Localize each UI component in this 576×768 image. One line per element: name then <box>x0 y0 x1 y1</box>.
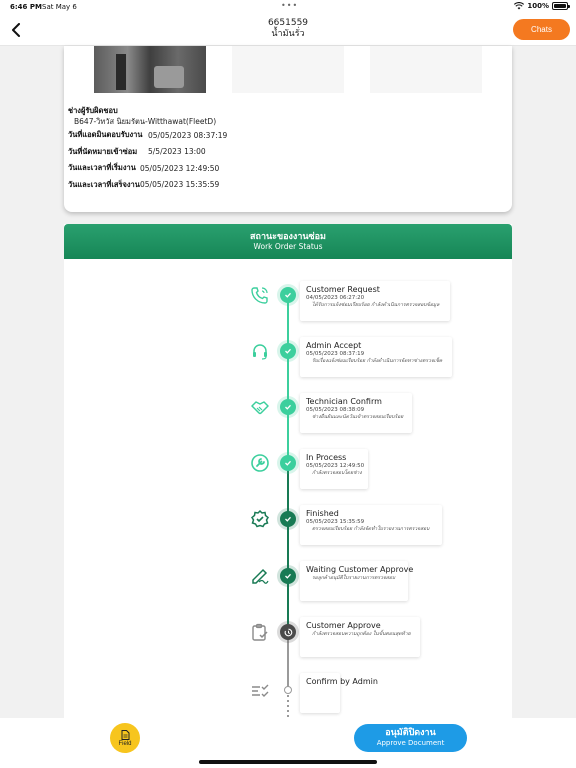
field-label: Field <box>118 740 132 747</box>
approve-label-en: Approve Document <box>376 739 445 747</box>
check-icon <box>284 515 292 523</box>
in-progress-icon <box>284 628 293 637</box>
step-text <box>306 677 378 687</box>
step-time: 05/05/2023 12:49:50 <box>306 463 365 469</box>
step-note: กำลังตรวจสอบโดยช่าง <box>312 470 362 476</box>
approve-label-th: อนุมัติปิดงาน <box>385 728 436 738</box>
step-text <box>306 341 442 365</box>
step-title: Customer Request <box>306 285 380 294</box>
multitasking-dots-icon[interactable]: ••• <box>281 1 299 10</box>
step-title: Waiting Customer Approve <box>306 565 414 574</box>
timeline-connector <box>287 632 289 690</box>
step-text <box>306 621 411 638</box>
step-time: 05/05/2023 08:37:19 <box>306 351 365 357</box>
handshake-icon <box>250 397 270 417</box>
finish-value: 05/05/2023 15:35:59 <box>140 180 220 190</box>
status-indicators <box>514 2 568 10</box>
timeline-node <box>280 568 296 584</box>
check-icon <box>284 347 292 355</box>
attachment-photo[interactable] <box>94 46 206 93</box>
step-text <box>306 565 413 582</box>
chats-button[interactable]: Chats <box>513 19 570 40</box>
attachment-placeholder[interactable] <box>232 46 344 93</box>
bottom-bar <box>0 718 576 768</box>
clipboard-check-icon <box>250 622 270 642</box>
step-title: Technician Confirm <box>306 397 382 406</box>
step-time: 05/05/2023 15:35:59 <box>306 519 365 525</box>
admin-response-label: วันที่แอดมินตอบรับงาน <box>68 130 143 140</box>
timeline-node <box>280 511 296 527</box>
wrench-icon <box>250 453 270 473</box>
phone-icon <box>250 285 270 305</box>
start-row <box>68 160 508 177</box>
step-note: กำลังตรวจสอบความถูกต้อง ในขั้นตอนสุดท้าย <box>312 631 411 637</box>
timeline-node <box>280 624 296 640</box>
appointment-label: วันที่นัดหมายเข้าซ่อม <box>68 146 138 156</box>
technician-value: B647-วิทวัส นิยมรัตน-Witthawat(FleetD) <box>74 117 217 126</box>
timeline-connector <box>287 690 289 720</box>
step-note: ตรวจสอบเรียบร้อย กำลังจัดทำใบรายงานการตรวจสอบ <box>312 526 430 532</box>
status-bar <box>0 0 576 14</box>
step-time: 04/05/2023 06:27:20 <box>306 295 365 301</box>
battery-icon <box>552 2 568 10</box>
details-info <box>68 106 508 193</box>
step-time: 05/05/2023 08:38:09 <box>306 407 365 413</box>
headset-icon <box>250 341 270 361</box>
timeline-node <box>280 287 296 303</box>
nav-bar <box>0 14 576 46</box>
finish-label: วันและเวลาที่เสร็จงาน <box>68 179 140 189</box>
attachment-placeholder[interactable] <box>370 46 482 93</box>
check-icon <box>284 403 292 411</box>
status-title-th: สถานะของงานซ่อม <box>250 232 326 242</box>
home-indicator <box>199 760 377 764</box>
status-title-en: Work Order Status <box>253 242 323 251</box>
step-text <box>306 397 403 421</box>
appointment-row <box>68 144 508 161</box>
start-value: 05/05/2023 12:49:50 <box>140 163 220 173</box>
status-date: Sat May 6 <box>42 3 77 11</box>
admin-response-row <box>68 127 508 144</box>
start-label: วันและเวลาที่เริ่มงาน <box>68 163 136 173</box>
work-order-details-card <box>64 46 512 212</box>
verified-badge-icon <box>250 509 270 529</box>
step-title: Customer Approve <box>306 621 381 630</box>
work-order-status-card <box>64 224 512 724</box>
approve-document-button[interactable] <box>354 724 467 752</box>
step-title: In Process <box>306 453 347 462</box>
step-title: Admin Accept <box>306 341 362 350</box>
signature-icon <box>250 566 270 586</box>
step-note: รอลูกค้าอนุมัติใบรายงานการตรวจสอบ <box>312 575 396 581</box>
check-icon <box>284 291 292 299</box>
step-text <box>306 453 364 477</box>
timeline-node <box>284 686 292 694</box>
step-text <box>306 285 439 309</box>
timeline-node <box>280 399 296 415</box>
wifi-icon <box>514 2 524 10</box>
step-text <box>306 509 429 533</box>
check-icon <box>284 459 292 467</box>
work-order-number: 6651559 <box>267 18 309 28</box>
document-icon <box>121 730 130 740</box>
battery-percent: 100% <box>527 2 549 10</box>
timeline-node <box>280 455 296 471</box>
step-title: Confirm by Admin <box>306 677 378 686</box>
technician-label: ช่างผู้รับผิดชอบ <box>68 106 118 115</box>
checklist-icon <box>250 680 270 700</box>
step-note: ได้รับการแจ้งซ่อมเรียบร้อย กำลังดำเนินการตรวจสอบข้อมูล <box>312 302 440 308</box>
step-title: Finished <box>306 509 339 518</box>
work-order-subject: น้ำมันรั่ว <box>271 29 305 39</box>
status-time: 6:46 PM <box>10 3 42 11</box>
step-note: รับเรื่องแจ้งซ่อมเรียบร้อย กำลังดำเนินการจัดหาช่างตรวจเช็ค <box>312 358 443 364</box>
field-button[interactable] <box>110 723 140 753</box>
admin-response-value: 05/05/2023 08:37:19 <box>148 130 228 140</box>
nav-title-block <box>0 18 576 40</box>
status-header <box>64 224 512 259</box>
timeline-node <box>280 343 296 359</box>
check-icon <box>284 572 292 580</box>
finish-row <box>68 177 508 194</box>
step-note: ช่างยืนยันและนัดวันเข้าตรวจสอบเรียบร้อย <box>312 414 404 420</box>
appointment-value: 5/5/2023 13:00 <box>148 147 206 157</box>
